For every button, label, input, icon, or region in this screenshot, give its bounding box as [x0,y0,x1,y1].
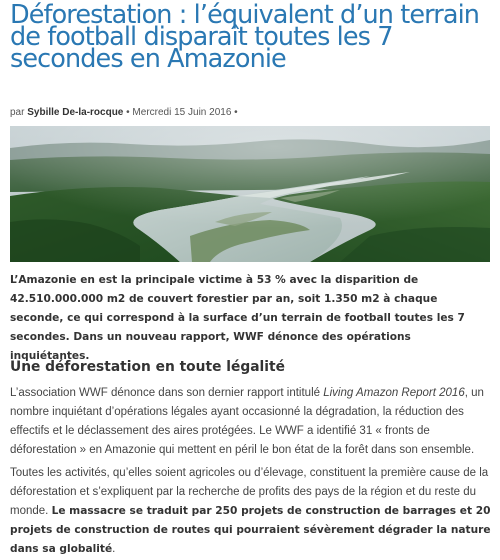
byline-prefix: par [10,107,28,118]
byline [10,107,238,119]
rainforest-river-illustration [10,126,490,262]
paragraph-2-text-end: . [112,543,116,555]
byline-date: • Mercredi 15 Juin 2016 • [123,107,238,118]
paragraph-1-text-end: , un nombre inquiétant d’opérations légales ayant occasionné la dégradation, la réduction des effectifs et le déclassement des aires protégées. Le WWF a identifié 31 « fronts de déforestation » en Amazonie qui mettent en péril le bon état de la forêt dans son ensemble. [10,387,484,456]
paragraph-2 [10,464,494,559]
paragraph-2-text: Toutes les activités, qu’elles soient agricoles ou d’élevage, constituent la première cause de la déforestation et s’expliquent par la recherche de profits des pays de la région et du reste du monde. [10,467,489,517]
section-heading: Une déforestation en toute légalité [10,359,285,375]
report-title: Living Amazon Report 2016 [323,387,465,399]
article-lede: L’Amazonie en est la principale victime à 53 % avec la disparition de 42.510.000.000 m2 de couvert forestier par an, soit 1.350 m2 à chaque seconde, ce qui correspond à la surface d’un terrain de football toutes les 7 secondes. Dans un nouveau rapport, WWF dénonce des opérations inquiétantes. [10,274,465,362]
hero-image [10,126,490,262]
paragraph-1 [10,384,494,460]
byline-author[interactable]: Sybille De-la-rocque [27,107,124,118]
paragraph-1-text: L’association WWF dénonce dans son dernier rapport intitulé [10,387,324,399]
paragraph-2-emphasis: Le massacre se traduit par 250 projets de construction de barrages et 20 projets de construction de routes qui pourraient sévèrement dégrader la nature dans sa globalité [10,505,491,555]
article-title: Déforestation : l’équivalent d’un terrain de football disparaît toutes les 7 secondes en Amazonie [10,0,480,74]
